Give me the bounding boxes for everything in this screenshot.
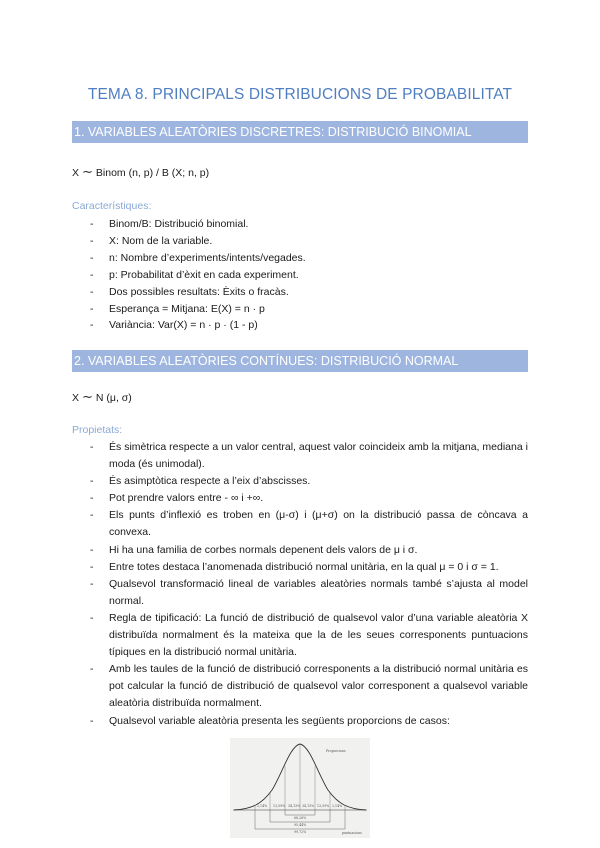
figure-caption: Proporcions [326, 749, 346, 753]
list-item: - Amb les taules de la funció de distribució corresponents a la distribució normal unitària es pot calcular la funció de distribució de qualsevol valor corresponent a qualsevol variable aleatòria distribuïda normalment. [72, 661, 528, 712]
formula-definition: N (μ, σ) [95, 392, 132, 404]
tilde-symbol: ∼ [82, 389, 93, 404]
section-heading-binomial: 1. VARIABLES ALEATÒRIES DISCRETRES: DISTRIBUCIÓ BINOMIAL [72, 121, 528, 143]
list-item: - Binom/B: Distribució binomial. [72, 216, 528, 233]
section-heading-normal: 2. VARIABLES ALEATÒRIES CONTÍNUES: DISTRIBUCIÓ NORMAL [72, 350, 528, 372]
formula-variable: X [72, 392, 80, 404]
list-item: - n: Nombre d’experiments/intents/vegades. [72, 250, 528, 267]
list-item: - És simètrica respecte a un valor central, aquest valor coincideix amb la mitjana, mediana i moda (és unimodal). [72, 439, 528, 473]
binomial-formula [72, 164, 209, 180]
characteristics-subheading: Característiques: [72, 200, 152, 212]
pct-inner-right: 34,13% [302, 804, 315, 808]
tilde-symbol: ∼ [82, 164, 93, 179]
pct-outer-left: 2,14% [257, 804, 268, 808]
list-item: - És asimptòtica respecte a l’eix d’abscisses. [72, 473, 528, 490]
axis-label: puntuacions [342, 831, 362, 835]
list-item: - Els punts d’inflexió es troben en (μ-σ) i (μ+σ) on la distribució passa de còncava a convexa. [72, 507, 528, 541]
formula-definition: Binom (n, p) / B (X; n, p) [95, 167, 210, 179]
pct-mid-left: 13,59% [273, 804, 286, 808]
list-item: - Regla de tipificació: La funció de distribució de qualsevol valor d’una variable aleatòria X distribuïda normalment és la mateixa que la de les seues corresponents puntuacions típiques en la distribució normal unitària. [72, 610, 528, 661]
normal-formula [72, 389, 132, 405]
list-item: - X: Nom de la variable. [72, 233, 528, 250]
pct-mid-right: 13,59% [317, 804, 330, 808]
list-item: - Variància: Var(X) = n · p · (1 - p) [72, 317, 528, 334]
list-item: - Entre totes destaca l’anomenada distribució normal unitària, en la qual μ = 0 i σ = 1. [72, 559, 528, 576]
list-item: - Dos possibles resultats: Èxits o fracàs. [72, 284, 528, 301]
characteristics-list [72, 216, 528, 334]
normal-curve-figure [230, 738, 370, 838]
list-item: - Qualsevol variable aleatòria presenta les següents proporcions de casos: [72, 713, 528, 730]
range-two-sigma: 95,44% [294, 823, 307, 827]
properties-subheading: Propietats: [72, 424, 123, 436]
list-item: - Pot prendre valors entre - ∞ i +∞. [72, 490, 528, 507]
properties-list [72, 439, 528, 730]
page-title: TEMA 8. PRINCIPALS DISTRIBUCIONS DE PROBABILITAT [87, 86, 513, 103]
pct-inner-left: 34,13% [288, 804, 301, 808]
range-three-sigma: 99,72% [294, 830, 307, 834]
list-item: - Hi ha una familia de corbes normals depenent dels valors de μ i σ. [72, 542, 528, 559]
list-item: - Qualsevol transformació lineal de variables aleatòries normals també s’ajusta al model normal. [72, 576, 528, 610]
range-one-sigma: 68,26% [294, 816, 307, 820]
formula-variable: X [72, 167, 80, 179]
normal-curve-diagram [230, 738, 370, 838]
pct-outer-right: 2,14% [332, 804, 343, 808]
list-item: - p: Probabilitat d’èxit en cada experiment. [72, 267, 528, 284]
list-item: - Esperança = Mitjana: E(X) = n · p [72, 301, 528, 318]
